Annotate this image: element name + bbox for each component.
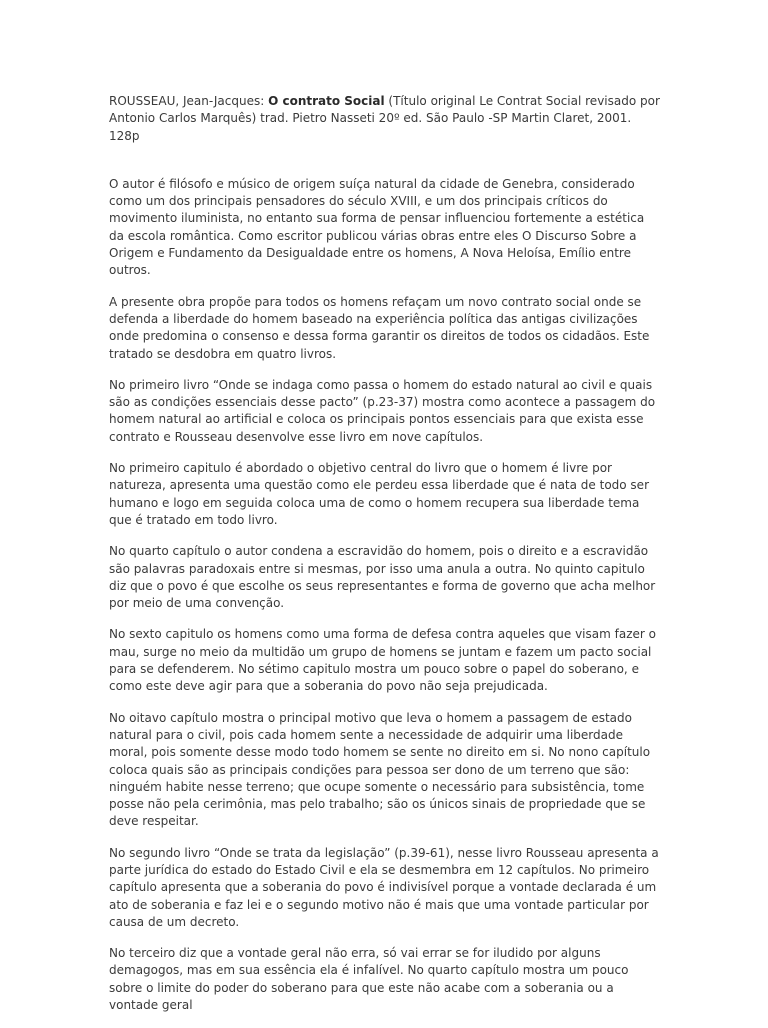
document-page <box>109 93 661 1028</box>
paragraph-eighth-chapter: No oitavo capítulo mostra o principal motivo que leva o homem a passagem de estado natural para o civil, pois cada homem sente a necessidade de adquirir uma liberdade moral, pois somente desse modo todo homem se sente no direito em si. No nono capítulo coloca quais são as principais condições para pessoa ser dono de um terreno que são: ninguém habite nesse terreno; que ocupe somente o necessário para subsistência, tome posse não pela cerimônia, mas pelo trabalho; são os únicos sinais de propriedade que se deve respeitar. <box>109 710 651 829</box>
paragraph-first-book: No primeiro livro “Onde se indaga como passa o homem do estado natural ao civil e quais são as condições essenciais desse pacto” (p.23-37) mostra como acontece a passagem do homem natural ao artificial e coloca os principais pontos essenciais para que exista esse contrato e Rousseau desenvolve esse livro em nove capítulos. <box>109 377 656 444</box>
paragraph-work-overview: A presente obra propõe para todos os homens refaçam um novo contrato social onde se defenda a liberdade do homem baseado na experiência política das antigas civilizações onde predomina o consenso e dessa forma garantir os direitos de todos os cidadãos. Este tratado se desdobra em quatro livros. <box>109 294 650 361</box>
paragraph-fourth-chapter: No quarto capítulo o autor condena a escravidão do homem, pois o direito e a escravidão são palavras paradoxais entre si mesmas, por isso uma anula a outra. No quinto capitulo diz que o povo é que escolhe os seus representantes e forma de governo que acha melhor por meio de uma convenção. <box>109 544 656 611</box>
reference-author: ROUSSEAU, Jean-Jacques: <box>109 94 269 108</box>
paragraph-second-book: No segundo livro “Onde se trata da legislação” (p.39-61), nesse livro Rousseau apresenta a parte jurídica do estado do Estado Civil e ela se desmembra em 12 capítulos. No primeiro capítulo apresenta que a soberania do povo é indivisível porque a vontade declarada é um ato de soberania e faz lei e o segundo motivo não é mais que uma vontade particular por causa de um decreto. <box>109 845 659 929</box>
paragraph-sixth-chapter: No sexto capitulo os homens como uma forma de defesa contra aqueles que visam fazer o mau, surge no meio da multidão um grupo de homens se juntam e fazem um pacto social para se defenderem. No sétimo capitulo mostra um pouco sobre o papel do soberano, e como este deve agir para que a soberania do povo não seja prejudicada. <box>109 627 656 694</box>
paragraph-third-chapter: No terceiro diz que a vontade geral não erra, só vai errar se for iludido por alguns demagogos, mas em sua essência ela é infalível. No quarto capítulo mostra um pouco sobre o limite do poder do soberano para que este não acabe com a soberania ou a vontade geral <box>109 946 629 1013</box>
paragraph-first-chapter: No primeiro capitulo é abordado o objetivo central do livro que o homem é livre por natureza, apresenta uma questão como ele perdeu essa liberdade que é nata de todo ser humano e logo em seguida coloca uma de como o homem recupera sua liberdade tema que é tratado em todo livro. <box>109 461 649 527</box>
reference-title: O contrato Social <box>268 94 385 108</box>
reference-details: (Título original Le Contrat Social revisado por Antonio Carlos Marquês) trad. Pietro Nasseti 20º ed. São Paulo -SP Martin Claret, 2001. 128p <box>109 94 660 143</box>
paragraph-author-bio: O autor é filósofo e músico de origem suíça natural da cidade de Genebra, considerado como um dos principais pensadores do século XVIII, e um dos principais críticos do movimento iluminista, no entanto sua forma de pensar influenciou fortemente a estética da escola romântica. Como escritor publicou várias obras entre eles O Discurso Sobre a Origem e Fundamento da Desigualdade entre os homens, A Nova Heloísa, Emílio entre outros. <box>109 176 645 278</box>
bibliographic-reference <box>109 93 661 145</box>
